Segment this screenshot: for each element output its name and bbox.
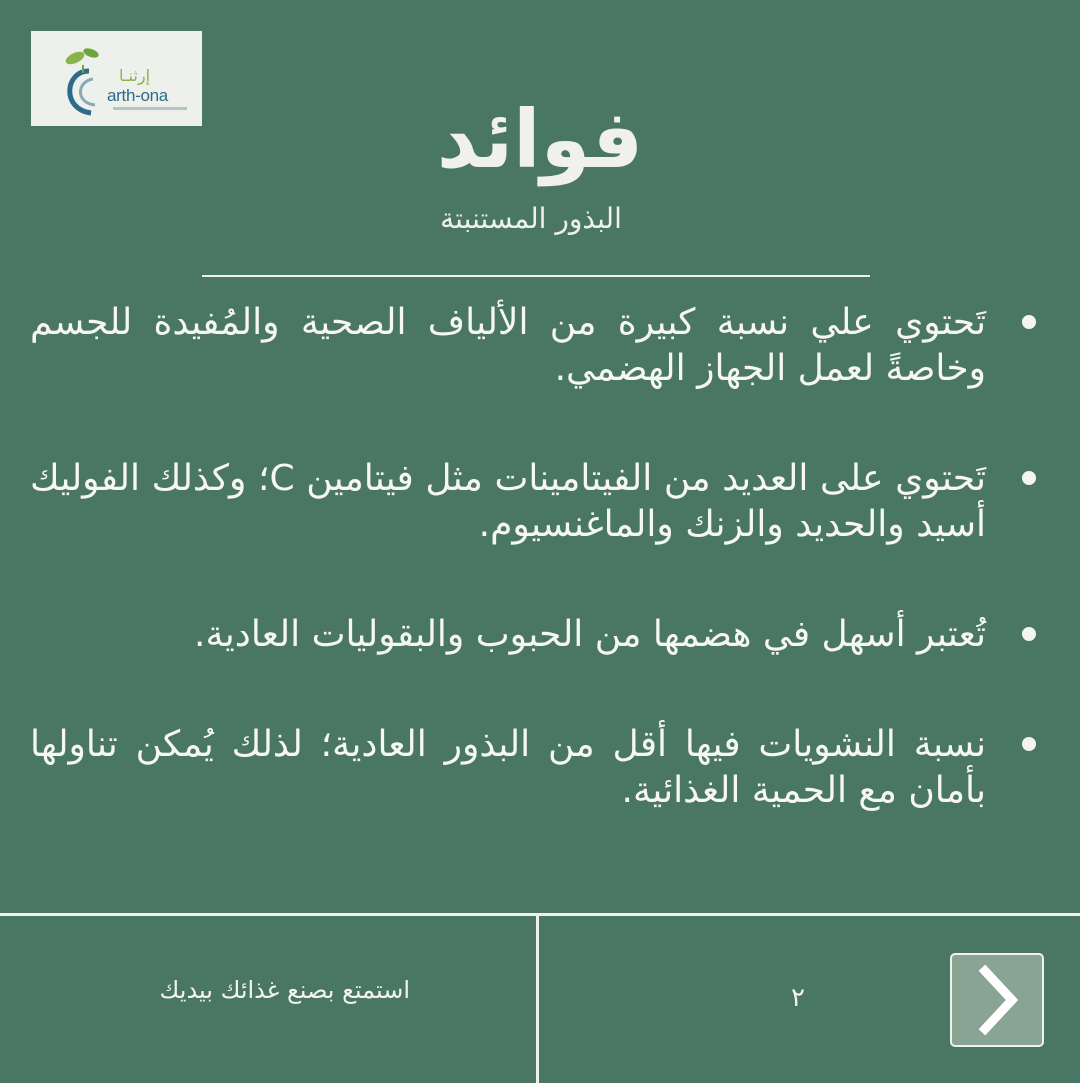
list-item [30,300,1040,392]
page-number: ٢ [791,983,805,1013]
bullet-dot-icon [1022,627,1036,641]
bullet-dot-icon [1022,737,1036,751]
footer-divider-horizontal [0,913,1080,916]
next-page-button[interactable] [950,953,1044,1047]
benefit-text: تَحتوي على العديد من الفيتامينات مثل فيتامين C؛ وكذلك الفوليك أسيد والحديد والزنك والماغنسيوم. [30,458,986,545]
benefit-text: تُعتبر أسهل في هضمها من الحبوب والبقوليات العادية. [194,614,986,655]
page-subtitle: البذور المستنبتة [440,202,622,235]
bullet-dot-icon [1022,315,1036,329]
page-title: فوائد [436,93,644,186]
benefits-list [30,300,1040,878]
benefit-text: تَحتوي علي نسبة كبيرة من الألياف الصحية والمُفيدة للجسم وخاصةً لعمل الجهاز الهضمي. [30,302,986,389]
logo-arabic-text: إرثنـا [119,66,151,85]
chevron-right-icon [952,955,1042,1045]
footer-slogan: استمتع بصنع غذائك بيديك [159,976,410,1004]
footer-divider-vertical [536,916,539,1083]
logo-english-text: arth-ona [107,86,168,105]
list-item [30,456,1040,548]
list-item [30,612,1040,658]
title-divider [202,275,870,277]
benefit-text: نسبة النشويات فيها أقل من البذور العادية؛ لذلك يُمكن تناولها بأمان مع الحمية الغذائية. [30,724,986,811]
bullet-dot-icon [1022,471,1036,485]
list-item [30,722,1040,814]
